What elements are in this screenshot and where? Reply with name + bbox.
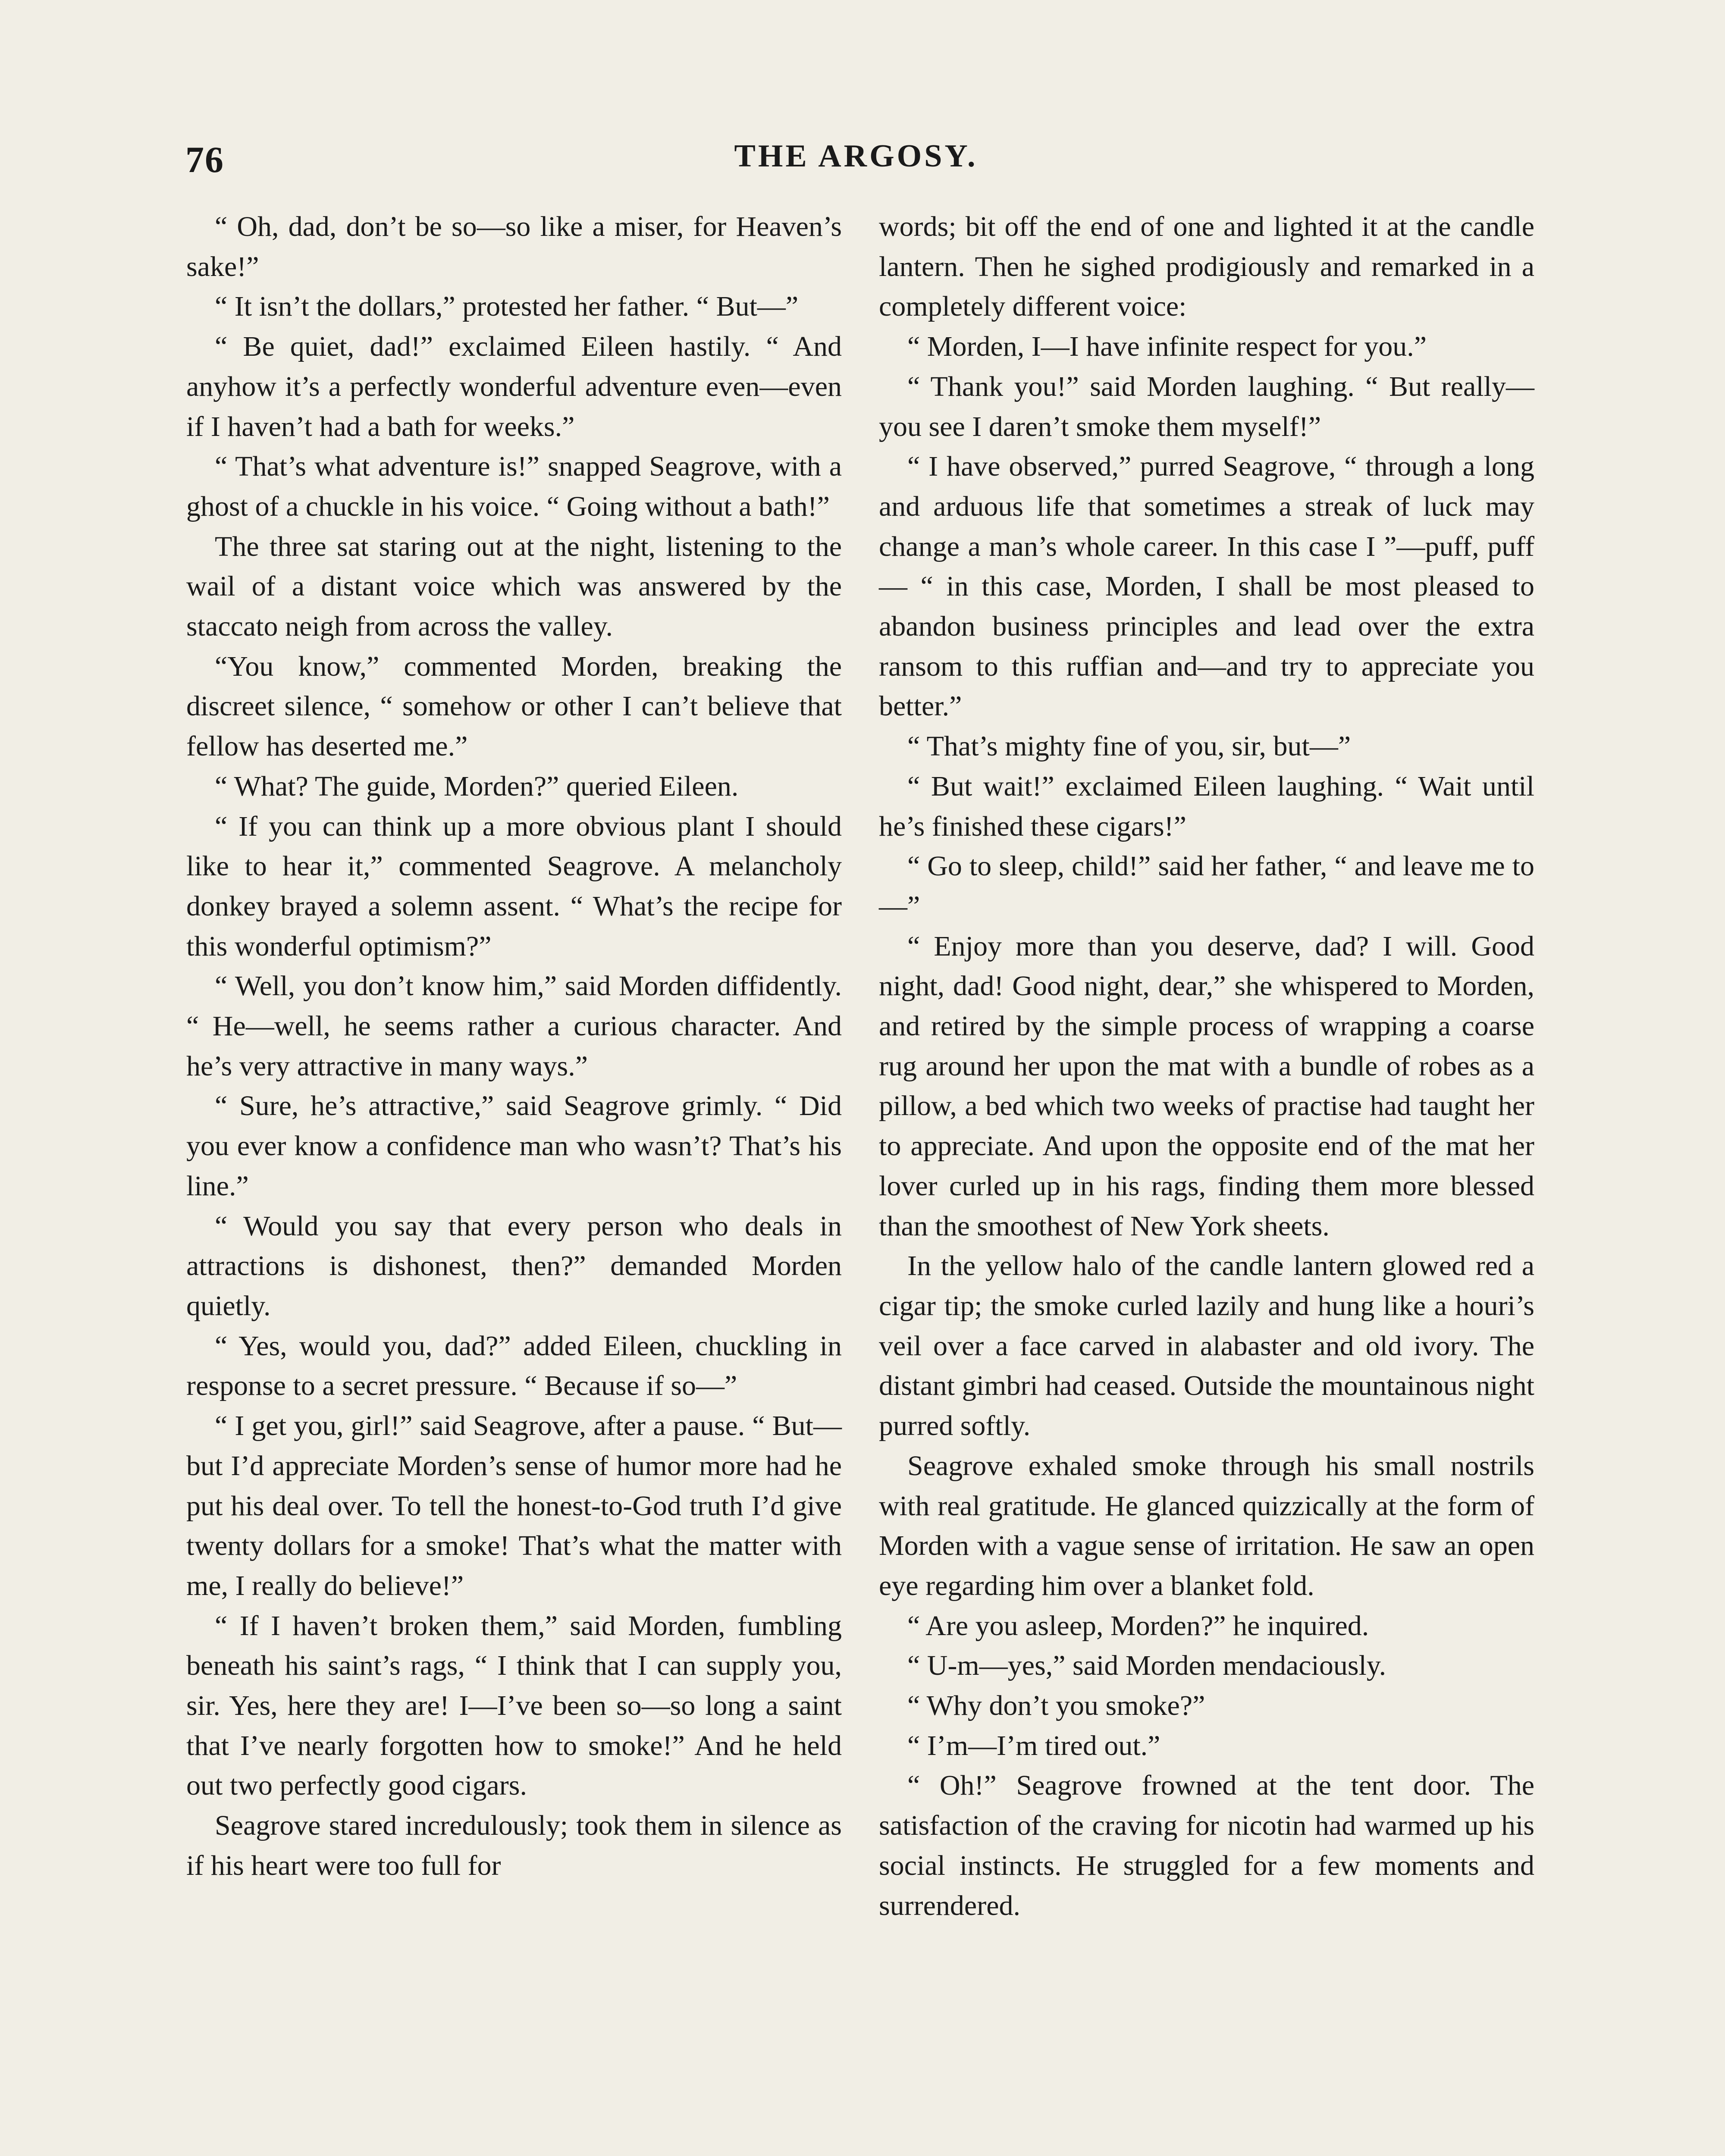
paragraph: “ I’m—I’m tired out.” (907, 1730, 1160, 1761)
paragraph: “ Morden, I—I have infinite respect for you.” (907, 331, 1427, 363)
paragraph: “ Are you asleep, Morden?” he inquired. (907, 1610, 1369, 1642)
paragraph: “ Well, you don’t know him,” said Morden diffidently. “ He—well, he seems rather a curious character. And he’s very attractive in many ways.” (186, 970, 842, 1082)
continued-paragraph: words; bit off the end of one and lighted it at the candle lantern. Then he sighed prodigiously and remarked in a completely different voice: (879, 211, 1534, 323)
paragraph: “ That’s mighty fine of you, sir, but—” (907, 730, 1351, 762)
left-column (186, 207, 842, 1886)
running-title: THE ARGOSY. (734, 138, 978, 174)
right-column (879, 207, 1534, 1926)
paragraph: “ U-m—yes,” said Morden mendaciously. (907, 1650, 1386, 1682)
paragraph: “ Oh!” Seagrove frowned at the tent door. The satisfaction of the craving for nicotin had warmed up his social instincts. He struggled for a few moments and surrendered. (879, 1770, 1534, 1921)
paragraph: “ Thank you!” said Morden laughing. “ But really—you see I daren’t smoke them myself!” (879, 370, 1534, 442)
paragraph: “ Sure, he’s attractive,” said Seagrove grimly. “ Did you ever know a confidence man who wasn’t? That’s his line.” (186, 1090, 842, 1202)
paragraph: “ That’s what adventure is!” snapped Seagrove, with a ghost of a chuckle in his voice. “ Going without a bath!” (186, 451, 842, 522)
paragraph: “ I have observed,” purred Seagrove, “ through a long and arduous life that sometimes a streak of luck may change a man’s whole career. In this case I ”—puff, puff— “ in this case, Morden, I shall be most pleased to abandon business principles and lead over the extra ransom to this ruffian and—and try to appreciate you better.” (879, 451, 1534, 722)
page-number: 76 (185, 139, 224, 180)
paragraph: “ Would you say that every person who deals in attractions is dishonest, then?” demanded Morden quietly. (186, 1210, 842, 1322)
paragraph: “ It isn’t the dollars,” protested her father. “ But—” (215, 291, 799, 323)
paragraph: “ But wait!” exclaimed Eileen laughing. “ Wait until he’s finished these cigars!” (879, 770, 1534, 842)
page-header (185, 138, 1527, 185)
paragraph: Seagrove exhaled smoke through his small nostrils with real gratitude. He glanced quizzically at the form of Morden with a vague sense of irritation. He saw an open eye regarding him over a blanket fold. (879, 1450, 1534, 1601)
paragraph: “ Yes, would you, dad?” added Eileen, chuckling in response to a secret pressure. “ Because if so—” (186, 1330, 842, 1402)
paragraph: “ Why don’t you smoke?” (907, 1690, 1205, 1722)
paragraph: “ Be quiet, dad!” exclaimed Eileen hastily. “ And anyhow it’s a perfectly wonderful adventure even—even if I haven’t had a bath for weeks.” (186, 331, 842, 442)
paragraph: “ Enjoy more than you deserve, dad? I will. Good night, dad! Good night, dear,” she whispered to Morden, and retired by the simple process of wrapping a coarse rug around her upon the mat with a bundle of robes as a pillow, a bed which two weeks of practise had taught her to appreciate. And upon the opposite end of the mat her lover curled up in his rags, finding them more blessed than the smoothest of New York sheets. (879, 930, 1534, 1242)
paragraph: “ If you can think up a more obvious plant I should like to hear it,” commented Seagrove. A melancholy donkey brayed a solemn assent. “ What’s the recipe for this wonderful optimism?” (186, 810, 842, 962)
paragraph: “ I get you, girl!” said Seagrove, after a pause. “ But—but I’d appreciate Morden’s sense of humor more had he put his deal over. To tell the honest-to-God truth I’d give twenty dollars for a smoke! That’s what the matter with me, I really do believe!” (186, 1410, 842, 1601)
paragraph: “ Oh, dad, don’t be so—so like a miser, for Heaven’s sake!” (186, 211, 842, 282)
paragraph: “ Go to sleep, child!” said her father, “ and leave me to—” (879, 850, 1534, 922)
paragraph: Seagrove stared incredulously; took them in silence as if his heart were too full for (186, 1810, 842, 1881)
paragraph: The three sat staring out at the night, listening to the wail of a distant voice which was answered by the staccato neigh from across the valley. (186, 530, 842, 642)
paragraph: “ What? The guide, Morden?” queried Eileen. (215, 770, 739, 802)
paragraph: In the yellow halo of the candle lantern glowed red a cigar tip; the smoke curled lazily and hung like a houri’s veil over a face carved in alabaster and old ivory. The distant gimbri had ceased. Outside the mountainous night purred softly. (879, 1250, 1534, 1442)
paragraph: “ If I haven’t broken them,” said Morden, fumbling beneath his saint’s rags, “ I think that I can supply you, sir. Yes, here they are! I—I’ve been so—so long a saint that I’ve nearly forgotten how to smoke!” And he held out two perfectly good cigars. (186, 1610, 842, 1802)
paragraph: “You know,” commented Morden, breaking the discreet silence, “ somehow or other I can’t believe that fellow has deserted me.” (186, 650, 842, 762)
